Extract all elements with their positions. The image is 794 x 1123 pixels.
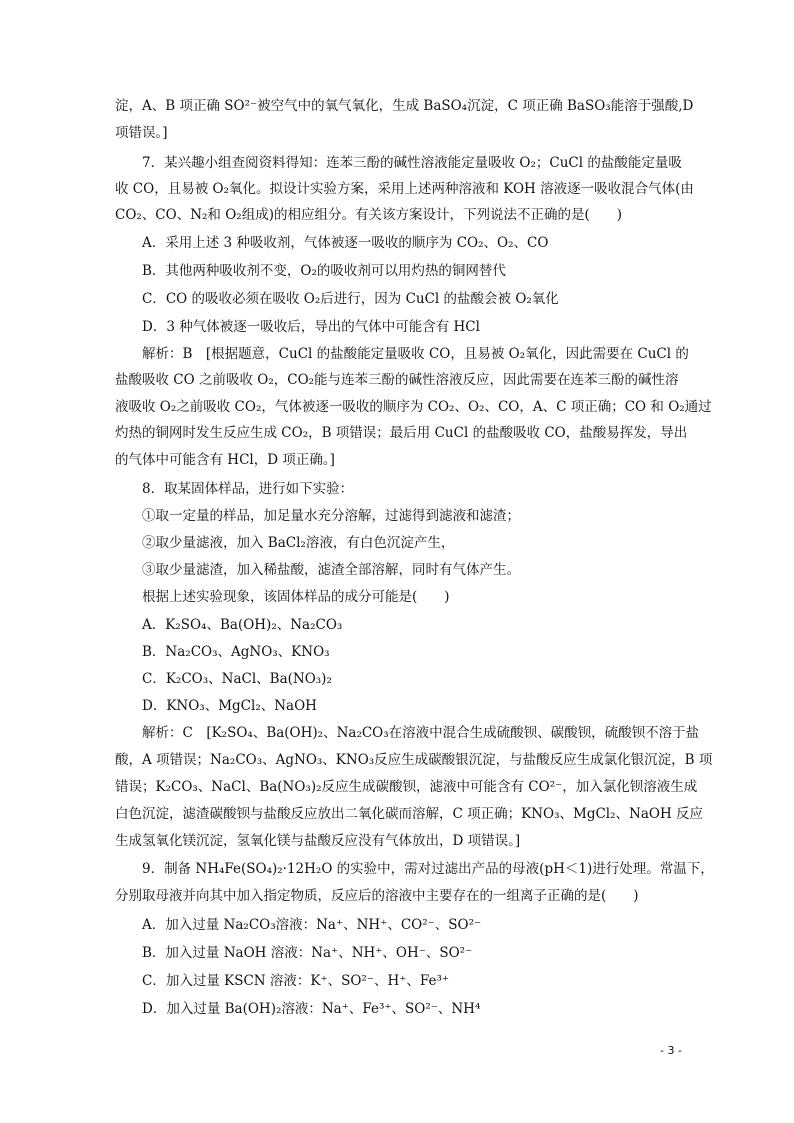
question-9-stem: 9．制备 NH₄Fe(SO₄)₂·12H₂O 的实验中，需对过滤出产品的母液(pH＜1)进行处理。常温下， <box>142 861 714 877</box>
option-a: A．采用上述 3 种吸收剂，气体被逐一吸收的顺序为 CO₂、O₂、CO <box>142 235 549 251</box>
option-d: D．3 种气体被逐一吸收后，导出的气体中可能含有 HCl <box>142 319 480 335</box>
option-d: D．加入过量 Ba(OH)₂溶液：Na⁺、Fe³⁺、SO²⁻、NH⁴ <box>142 1001 481 1017</box>
text-line: 分别取母液并向其中加入指定物质，反应后的溶液中主要存在的一组离子正确的是( ) <box>115 888 639 904</box>
option-a: A．加入过量 Na₂CO₃溶液：Na⁺、NH⁺、CO²⁻、SO²⁻ <box>142 917 482 933</box>
analysis-8: 解析：C [K₂SO₄、Ba(OH)₂、Na₂CO₃在溶液中混合生成硫酸钡、碳酸钡，硫酸钡不溶于盐 <box>142 725 700 741</box>
page-number: - 3 - <box>660 1044 682 1057</box>
experiment-step-1: ①取一定量的样品，加足量水充分溶解，过滤得到滤液和滤渣； <box>142 508 520 524</box>
analysis-7: 解析：B [根据题意，CuCl 的盐酸能定量吸收 CO，且易被 O₂氧化，因此需要在 CuCl 的 <box>142 346 689 362</box>
option-d: D．KNO₃、MgCl₂、NaOH <box>142 698 317 714</box>
text-line: 根据上述实验现象，该固体样品的成分可能是( ) <box>142 589 450 605</box>
text-line: 酸，A 项错误；Na₂CO₃、AgNO₃、KNO₃反应生成碳酸银沉淀，与盐酸反应生成氯化银沉淀，B 项 <box>115 752 713 768</box>
experiment-step-3: ③取少量滤渣，加入稀盐酸，滤渣全部溶解，同时有气体产生。 <box>142 562 520 578</box>
option-a: A．K₂SO₄、Ba(OH)₂、Na₂CO₃ <box>142 617 343 633</box>
text-line: CO₂、CO、N₂和 O₂组成)的相应组分。有关该方案设计，下列说法不正确的是( ) <box>115 207 623 223</box>
text-line: 灼热的铜网时发生反应生成 CO₂，B 项错误；最后用 CuCl 的盐酸吸收 CO，盐酸易挥发，导出 <box>115 425 688 441</box>
option-c: C．K₂CO₃、NaCl、Ba(NO₃)₂ <box>142 671 332 687</box>
question-7-stem: 7．某兴趣小组查阅资料得知：连苯三酚的碱性溶液能定量吸收 O₂；CuCl 的盐酸能定量吸 <box>142 155 682 171</box>
option-b: B．加入过量 NaOH 溶液：Na⁺、NH⁺、OH⁻、SO²⁻ <box>142 945 473 961</box>
option-c: C．加入过量 KSCN 溶液：K⁺、SO²⁻、H⁺、Fe³⁺ <box>142 973 450 989</box>
question-8-stem: 8．取某固体样品，进行如下实验： <box>142 481 354 497</box>
text-line: 液吸收 O₂之前吸收 CO₂，气体被逐一吸收的顺序为 CO₂、O₂、CO，A、C 项正确；CO 和 O₂通过 <box>115 399 712 415</box>
option-b: B．其他两种吸收剂不变，O₂的吸收剂可以用灼热的铜网替代 <box>142 263 506 279</box>
option-b: B．Na₂CO₃、AgNO₃、KNO₃ <box>142 644 330 660</box>
option-c: C．CO 的吸收必须在吸收 O₂后进行，因为 CuCl 的盐酸会被 O₂氧化 <box>142 291 559 307</box>
text-line: 的气体中可能含有 HCl，D 项正确。] <box>115 452 335 468</box>
text-line: 项错误。] <box>115 125 168 141</box>
text-line: 盐酸吸收 CO 之前吸收 O₂，CO₂能与连苯三酚的碱性溶液反应，因此需要在连苯三酚的碱性溶 <box>115 372 679 388</box>
experiment-step-2: ②取少量滤液，加入 BaCl₂溶液，有白色沉淀产生， <box>142 535 455 551</box>
text-line: 收 CO，且易被 O₂氧化。拟设计实验方案，采用上述两种溶液和 KOH 溶液逐一吸收混合气体(由 <box>115 181 694 197</box>
text-line: 生成氢氧化镁沉淀，氢氧化镁与盐酸反应没有气体放出，D 项错误。] <box>115 833 521 849</box>
text-line: 错误；K₂CO₃、NaCl、Ba(NO₃)₂反应生成碳酸钡，滤液中可能含有 CO²⁻，加入氯化钡溶液生成 <box>115 779 698 795</box>
text-line: 白色沉淀，滤渣碳酸钡与盐酸反应放出二氧化碳而溶解，C 项正确；KNO₃、MgCl₂、NaOH 反应 <box>115 806 704 822</box>
text-line: 淀，A、B 项正确 SO²⁻被空气中的氧气氧化，生成 BaSO₄沉淀，C 项正确 BaSO₃能溶于强酸,D <box>115 98 694 114</box>
